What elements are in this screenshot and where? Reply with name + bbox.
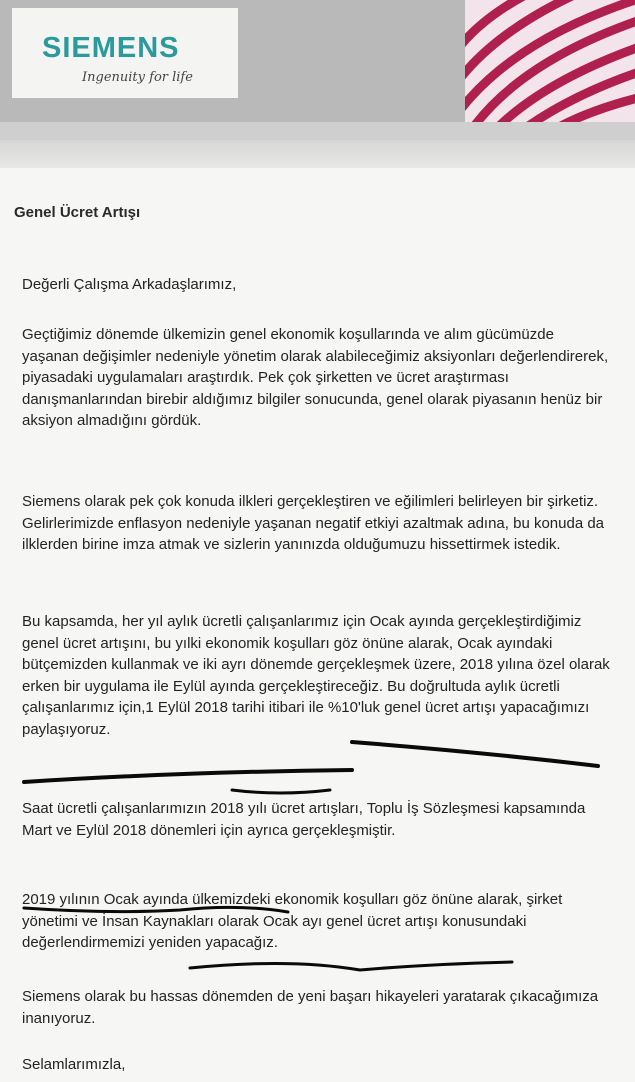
email-greeting: Değerli Çalışma Arkadaşlarımız, (22, 276, 237, 293)
email-paragraph-3: Bu kapsamda, her yıl aylık ücretli çalışanlarımız için Ocak ayında gerçekleştirdiğimiz genel ücret artışını, bu yılki ekonomik koşulları göz önüne alarak, Ocak ayındaki bütçemizden kullanmak ve iki ayrı dönemde gerçekleşmek üzere, 2018 yılına özel olarak erken bir uygulama ile Eylül ayında gerçekleştireceğiz. Bu doğrultuda aylık ücretli çalışanlarımız için,1 Eylül 2018 tarihi itibari ile %10'luk genel ücret artışı yapacağımızı paylaşıyoruz. (22, 613, 610, 738)
siemens-logo (12, 8, 238, 98)
email-paragraph-4: Saat ücretli çalışanlarımızın 2018 yılı ücret artışları, Toplu İş Sözleşmesi kapsamında Mart ve Eylül 2018 dönemleri için ayrıca gerçekleşmiştir. (22, 800, 586, 839)
header-divider-shade (0, 140, 635, 168)
underline-mark-2 (24, 770, 352, 782)
decorative-pattern-graphic (465, 0, 635, 122)
email-header-banner (0, 0, 635, 122)
underline-mark-1 (352, 742, 598, 766)
email-paragraph-6: Siemens olarak bu hassas dönemden de yeni başarı hikayeleri yaratarak çıkacağımıza inanıyoruz. (22, 988, 599, 1027)
email-paragraph-1: Geçtiğimiz dönemde ülkemizin genel ekonomik koşullarında ve alım gücümüzde yaşanan değişimler nedeniyle yönetim olarak alabileceğimiz aksiyonları değerlendirerek, piyasadaki uygulamaları araştırdık. Pek çok şirketten ve ücret araştırması danışmanlarından birebir aldığımız bilgiler sonucunda, genel olarak piyasanın henüz bir aksiyon almadığını gördük. (22, 326, 609, 429)
logo-tagline: Ingenuity for life (82, 70, 193, 85)
underline-mark-5 (190, 962, 512, 970)
email-paragraph-2: Siemens olarak pek çok konuda ilkleri gerçekleştiren ve eğilimleri belirleyen bir şirketiz. Gelirlerimizde enflasyon nedeniyle yaşanan negatif etkiyi azaltmak adına, bu konuda da ilklerden birine imza atmak ve sizlerin yanınızda olduğumuzu hissettirmek istedik. (22, 493, 605, 553)
email-closing: Selamlarımızla, (22, 1056, 126, 1073)
underline-mark-3 (232, 790, 330, 793)
email-subject: Genel Ücret Artışı (14, 204, 141, 221)
email-paragraph-5: 2019 yılının Ocak ayında ülkemizdeki ekonomik koşulları göz önüne alarak, şirket yönetimi ve İnsan Kaynakları olarak Ocak ayı genel ücret artışı konusundaki değerlendirmemizi yeniden yapacağız. (22, 891, 563, 951)
logo-brand-text: SIEMENS (42, 32, 180, 64)
